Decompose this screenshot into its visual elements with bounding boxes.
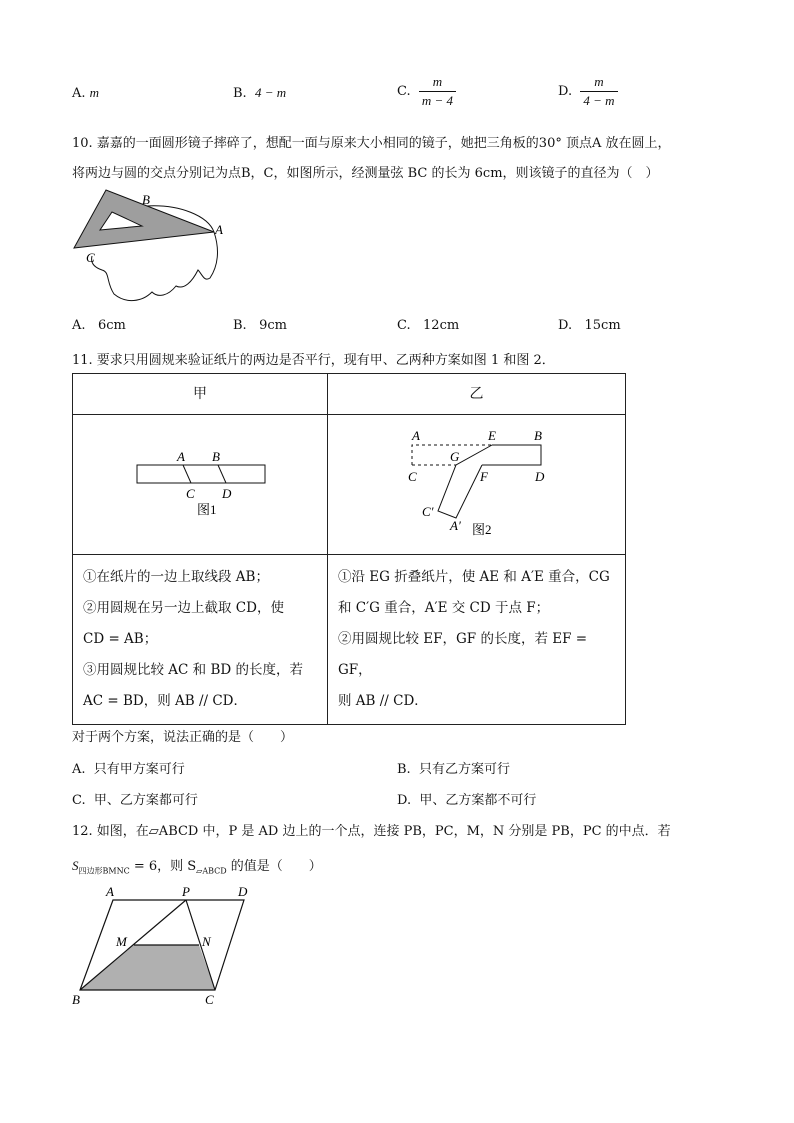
table-header-right: 乙 bbox=[328, 374, 626, 415]
step-line: ③用圆规比较 AC 和 BD 的长度，若 bbox=[83, 662, 303, 678]
q9-option-c bbox=[397, 74, 456, 109]
label-d: D bbox=[535, 469, 545, 484]
q10-stem-line2: 将两边与圆的交点分别记为点B，C，如图所示，经测量弦 BC 的长为 6cm，则该镜子的直径为（ ） bbox=[72, 166, 659, 181]
q10-option-a: A. 6cm bbox=[72, 318, 126, 333]
method-yi-steps bbox=[328, 555, 626, 725]
step-line: ②用圆规比较 EF，GF 的长度，若 EF = GF， bbox=[338, 631, 588, 678]
step-line: ①在纸片的一边上取线段 AB； bbox=[83, 569, 269, 585]
label-a: A bbox=[412, 428, 420, 443]
q11-comparison-table bbox=[72, 373, 626, 725]
option-letter: B. bbox=[233, 86, 247, 101]
step-line: 和 C′G 重合，A′E 交 CD 于点 F； bbox=[338, 600, 550, 616]
q11-question: 对于两个方案，说法正确的是（ ） bbox=[72, 730, 294, 745]
label-c: C bbox=[86, 250, 95, 265]
option-letter: A. bbox=[72, 86, 86, 101]
label-a: A bbox=[215, 222, 223, 237]
table-header-left: 甲 bbox=[73, 374, 328, 415]
q11-option-a: A. 只有甲方案可行 bbox=[72, 762, 185, 777]
q11-option-b: B. 只有乙方案可行 bbox=[397, 762, 510, 777]
label-a: A bbox=[106, 884, 114, 899]
label-c-prime: C′ bbox=[422, 504, 434, 519]
label-n: N bbox=[202, 934, 211, 949]
q9-option-b bbox=[233, 85, 286, 101]
q10-stem-line1: 10. 嘉嘉的一面圆形镜子摔碎了，想配一面与原来大小相同的镜子，她把三角板的30° 顶点A 放在圆上， bbox=[72, 136, 671, 151]
label-b: B bbox=[534, 428, 542, 443]
figure2-folded-strip bbox=[328, 415, 625, 550]
label-f: F bbox=[480, 469, 488, 484]
q11-option-d: D. 甲、乙方案都不可行 bbox=[397, 793, 537, 808]
q9-option-d bbox=[558, 74, 618, 109]
option-letter: D. bbox=[558, 84, 573, 99]
label-c: C bbox=[205, 992, 214, 1007]
label-c: C bbox=[186, 486, 195, 501]
figure2-cell bbox=[328, 415, 626, 555]
step-line: 则 AB // CD． bbox=[338, 693, 428, 709]
label-b: B bbox=[212, 449, 220, 464]
label-a-prime: A′ bbox=[450, 518, 461, 533]
q11-stem: 11. 要求只用圆规来验证纸片的两边是否平行，现有甲、乙两种方案如图 1 和图 2． bbox=[72, 353, 555, 368]
figure1-cell bbox=[73, 415, 328, 555]
step-line: ②用圆规在另一边上截取 CD，使 bbox=[83, 600, 284, 616]
unfolded-part bbox=[482, 445, 541, 465]
q12-stem-line1: 12. 如图，在▱ABCD 中，P 是 AD 边上的一个点，连接 PB，PC，M，N 分别是 PB，PC 的中点．若 bbox=[72, 824, 671, 839]
q10-option-b: B. 9cm bbox=[233, 318, 287, 333]
label-d: D bbox=[238, 884, 248, 899]
q12-stem-line2: $S_{四边形BMNC} = 6$，则 $S_{▱ABCD}$ 的值是（ ） bbox=[72, 858, 322, 876]
paper-strip bbox=[137, 465, 265, 483]
fraction: $\frac{m}{m - 4}$ bbox=[419, 74, 456, 109]
label-m: M bbox=[116, 934, 127, 949]
option-letter: C. bbox=[397, 84, 411, 99]
label-p: P bbox=[182, 884, 190, 899]
label-b: B bbox=[72, 992, 80, 1007]
label-b: B bbox=[142, 192, 150, 207]
q10-option-c: C. 12cm bbox=[397, 318, 460, 333]
figure2-caption: 图2 bbox=[472, 522, 492, 537]
option-expr: 4 − m bbox=[254, 85, 287, 100]
q10-broken-mirror-figure bbox=[70, 186, 230, 306]
label-d: D bbox=[222, 486, 232, 501]
q10-option-d: D. 15cm bbox=[558, 318, 621, 333]
label-g: G bbox=[450, 449, 460, 464]
fraction: $\frac{m}{4 - m}$ bbox=[580, 74, 617, 109]
q11-option-c: C. 甲、乙方案都可行 bbox=[72, 793, 198, 808]
option-expr: m bbox=[89, 85, 100, 100]
figure1-caption: 图1 bbox=[197, 502, 217, 517]
q12-parallelogram-figure bbox=[68, 882, 258, 1012]
step-line: AC = BD，则 AB // CD． bbox=[83, 693, 248, 709]
label-c: C bbox=[408, 469, 417, 484]
step-line: CD = AB； bbox=[83, 631, 158, 647]
figure1-paper-strip bbox=[73, 415, 327, 550]
step-line: ①沿 EG 折叠纸片，使 AE 和 A′E 重合，CG bbox=[338, 569, 610, 585]
label-a: A bbox=[177, 449, 185, 464]
q9-option-a bbox=[72, 85, 99, 101]
shaded-quadrilateral-bmnc bbox=[80, 945, 215, 990]
label-e: E bbox=[488, 428, 496, 443]
method-jia-steps bbox=[73, 555, 328, 725]
